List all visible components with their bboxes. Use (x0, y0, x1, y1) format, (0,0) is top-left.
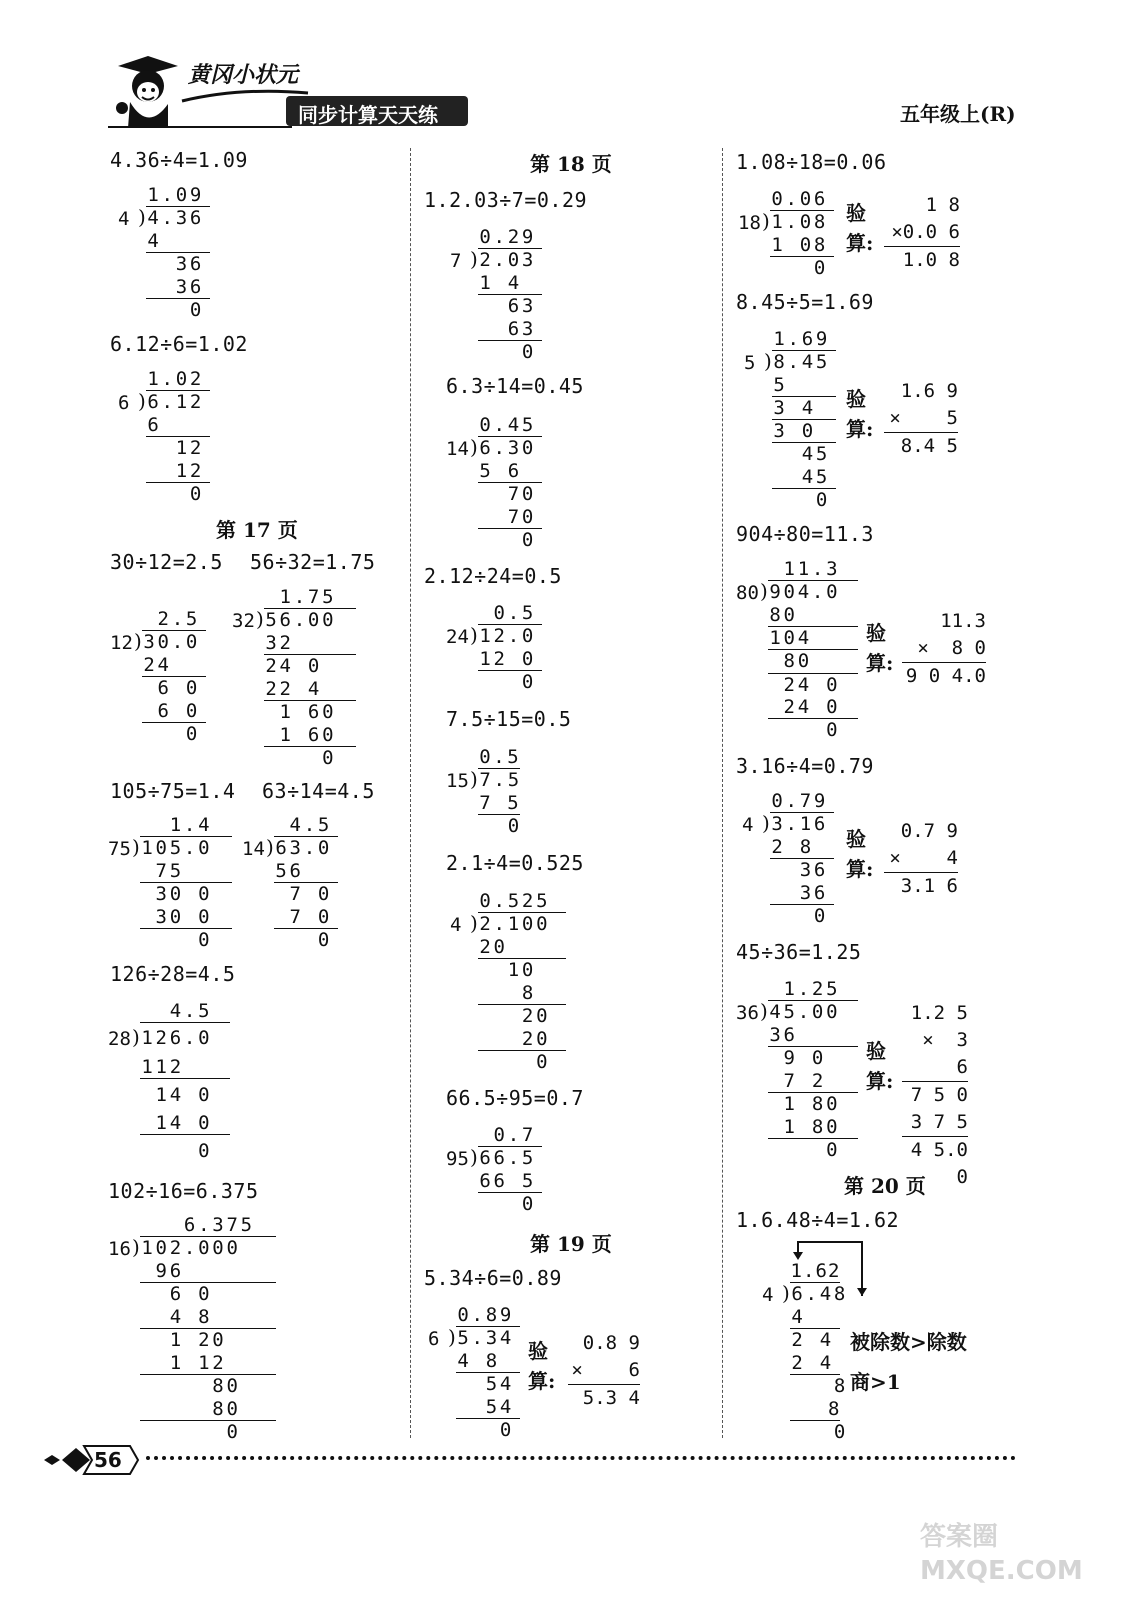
check-label-a: 验 (846, 827, 866, 851)
verification-multiplication: 0.8 9 × 6 5.3 4 (568, 1330, 640, 1412)
equation: 5.34÷6=0.89 (424, 1266, 562, 1290)
check-label (846, 198, 874, 258)
verification-multiplication: 0.7 9 × 4 3.1 6 (884, 818, 958, 900)
equation: 56÷32=1.75 (250, 550, 376, 574)
verification-multiplication: 11.3 × 8 0 9 0 4.0 (902, 608, 986, 690)
section-heading: 第 20 页 (844, 1174, 926, 1198)
check-label-b: 算: (846, 857, 874, 881)
equation: 6.12÷6=1.02 (110, 332, 248, 356)
equation: 2.1÷4=0.525 (446, 851, 584, 875)
brand-title: 黄冈小状元 (188, 62, 299, 88)
note-dividend-greater: 被除数>除数 (850, 1330, 967, 1354)
column-separator (410, 148, 411, 1438)
equation: 1.2.03÷7=0.29 (424, 188, 588, 212)
check-label-b: 算: (866, 651, 894, 675)
equation: 63÷14=4.5 (262, 779, 375, 803)
check-label-b: 算: (846, 231, 874, 255)
equation: 8.45÷5=1.69 (736, 290, 874, 314)
check-label-b: 算: (528, 1369, 556, 1393)
verification-multiplication: 1 8 ×0.0 6 1.0 8 (884, 192, 960, 274)
equation: 30÷12=2.5 (110, 550, 223, 574)
page-number-badge (44, 1440, 140, 1480)
verification-multiplication: 1.2 5 × 3 6 7 5 0 3 7 5 4 5.0 0 (902, 1000, 968, 1191)
equation: 3.16÷4=0.79 (736, 754, 874, 778)
section-heading: 第 17 页 (216, 518, 298, 542)
mascot-logo (108, 52, 188, 130)
equation: 102÷16=6.375 (108, 1179, 259, 1203)
equation: 66.5÷95=0.7 (446, 1086, 584, 1110)
check-label-a: 验 (846, 201, 866, 225)
check-label-a: 验 (846, 387, 866, 411)
section-heading: 第 18 页 (530, 152, 612, 176)
check-label-b: 算: (866, 1069, 894, 1093)
equation: 1.08÷18=0.06 (736, 150, 887, 174)
check-label (846, 824, 874, 884)
equation: 126÷28=4.5 (110, 962, 236, 986)
header-rule (108, 126, 292, 128)
equation: 904÷80=11.3 (736, 522, 874, 546)
grade-label: 五年级上(R) (900, 102, 1016, 126)
verification-multiplication: 1.6 9 × 5 8.4 5 (884, 378, 958, 460)
check-label-a: 验 (866, 1039, 886, 1063)
check-label (866, 618, 894, 678)
equation: 6.3÷14=0.45 (446, 374, 584, 398)
equation: 7.5÷15=0.5 (446, 707, 572, 731)
page-number: 56 (94, 1448, 122, 1472)
footer-dotted-rule (146, 1456, 1016, 1460)
subtitle-text: 同步计算天天练 (298, 103, 438, 127)
check-label-a: 验 (528, 1339, 548, 1363)
check-label (866, 1036, 894, 1096)
equation: 1.6.48÷4=1.62 (736, 1208, 900, 1232)
check-label-b: 算: (846, 417, 874, 441)
watermark: 答案圈 MXQE.COM (920, 1522, 1083, 1586)
note-quotient-greater: 商>1 (850, 1370, 901, 1394)
equation: 4.36÷4=1.09 (110, 148, 248, 172)
check-label (846, 384, 874, 444)
equation: 2.12÷24=0.5 (424, 564, 562, 588)
check-label (528, 1336, 556, 1396)
check-label-a: 验 (866, 621, 886, 645)
column-separator (722, 148, 723, 1438)
equation: 105÷75=1.4 (110, 779, 236, 803)
section-heading: 第 19 页 (530, 1232, 612, 1256)
equation: 45÷36=1.25 (736, 940, 862, 964)
